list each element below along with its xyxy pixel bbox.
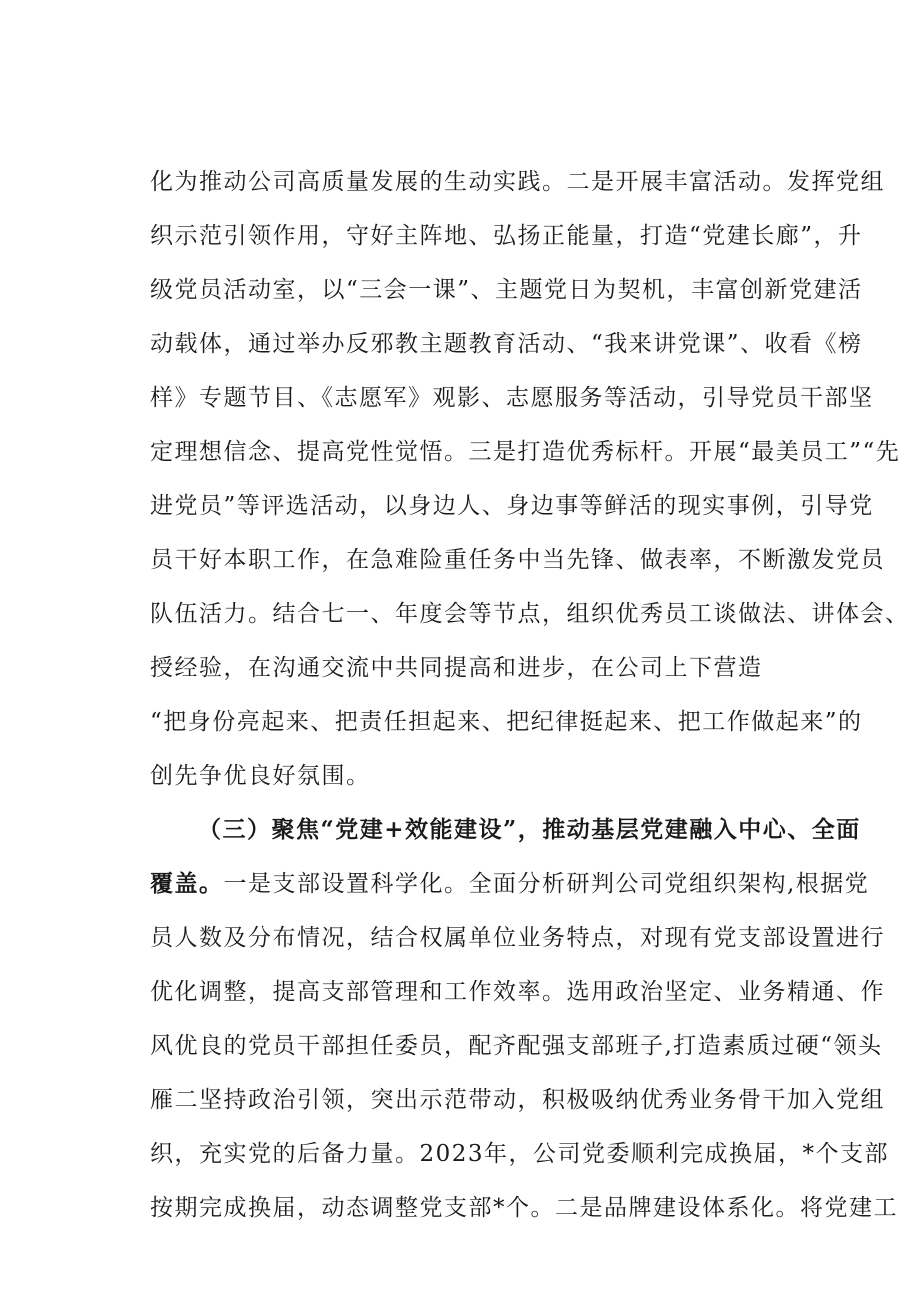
paragraph-line: 雁二坚持政治引领，突出示范带动，积极吸纳优秀业务骨干加入党组 [150,1087,885,1113]
section-heading: （三）聚焦“党建+效能建设”，推动基层党建融入中心、全面 [198,816,861,843]
paragraph-line: 优化调整，提高支部管理和工作效率。选用政治坚定、业务精通、作 [150,979,885,1005]
paragraph-line: 队伍活力。结合七一、年度会等节点，组织优秀员工谈做法、讲体会、 [150,601,910,627]
paragraph-line: 化为推动公司高质量发展的生动实践。二是开展丰富活动。发挥党组 [150,169,885,195]
paragraph-line: 员人数及分布情况，结合权属单位业务特点，对现有党支部设置进行 [150,925,885,951]
section-first-line-text: 一是支部设置科学化。全面分析研判公司党组织架构,根据党 [223,871,870,897]
paragraph-line: 授经验，在沟通交流中共同提高和进步，在公司上下营造 [150,655,763,681]
paragraph-line: “把身份亮起来、把责任担起来、把纪律挺起来、把工作做起来”的 [150,709,863,735]
paragraph-line: 进党员”等评选活动，以身边人、身边事等鲜活的现实事例，引导党 [150,493,874,519]
paragraph-line: 创先争优良好氛围。 [150,763,371,789]
paragraph-line: 动载体，通过举办反邪教主题教育活动、“我来讲党课”、收看《榜 [150,331,863,357]
section-heading-continuation: 覆盖。 [150,870,224,897]
paragraph-line: 按期完成换届，动态调整党支部*个。二是品牌建设体系化。将党建工 [150,1195,898,1221]
paragraph-line: 员干好本职工作，在急难险重任务中当先锋、做表率，不断激发党员 [150,547,885,573]
paragraph-line: 风优良的党员干部担任委员，配齐配强支部班子,打造素质过硬“领头 [150,1033,883,1059]
paragraph-line: 级党员活动室，以“三会一课”、主题党日为契机，丰富创新党建活 [150,277,863,303]
paragraph-line: 样》专题节目、《志愿军》观影、志愿服务等活动，引导党员干部坚 [150,385,874,411]
paragraph-line: 织示范引领作用，守好主阵地、弘扬正能量，打造“党建长廊”，升 [150,223,863,249]
section-first-line [150,869,870,899]
paragraph-line: 定理想信念、提高党性觉悟。三是打造优秀标杆。开展“最美员工”“先 [150,439,901,465]
paragraph-line: 织，充实党的后备力量。2023年，公司党委顺利完成换届，*个支部 [150,1141,890,1167]
